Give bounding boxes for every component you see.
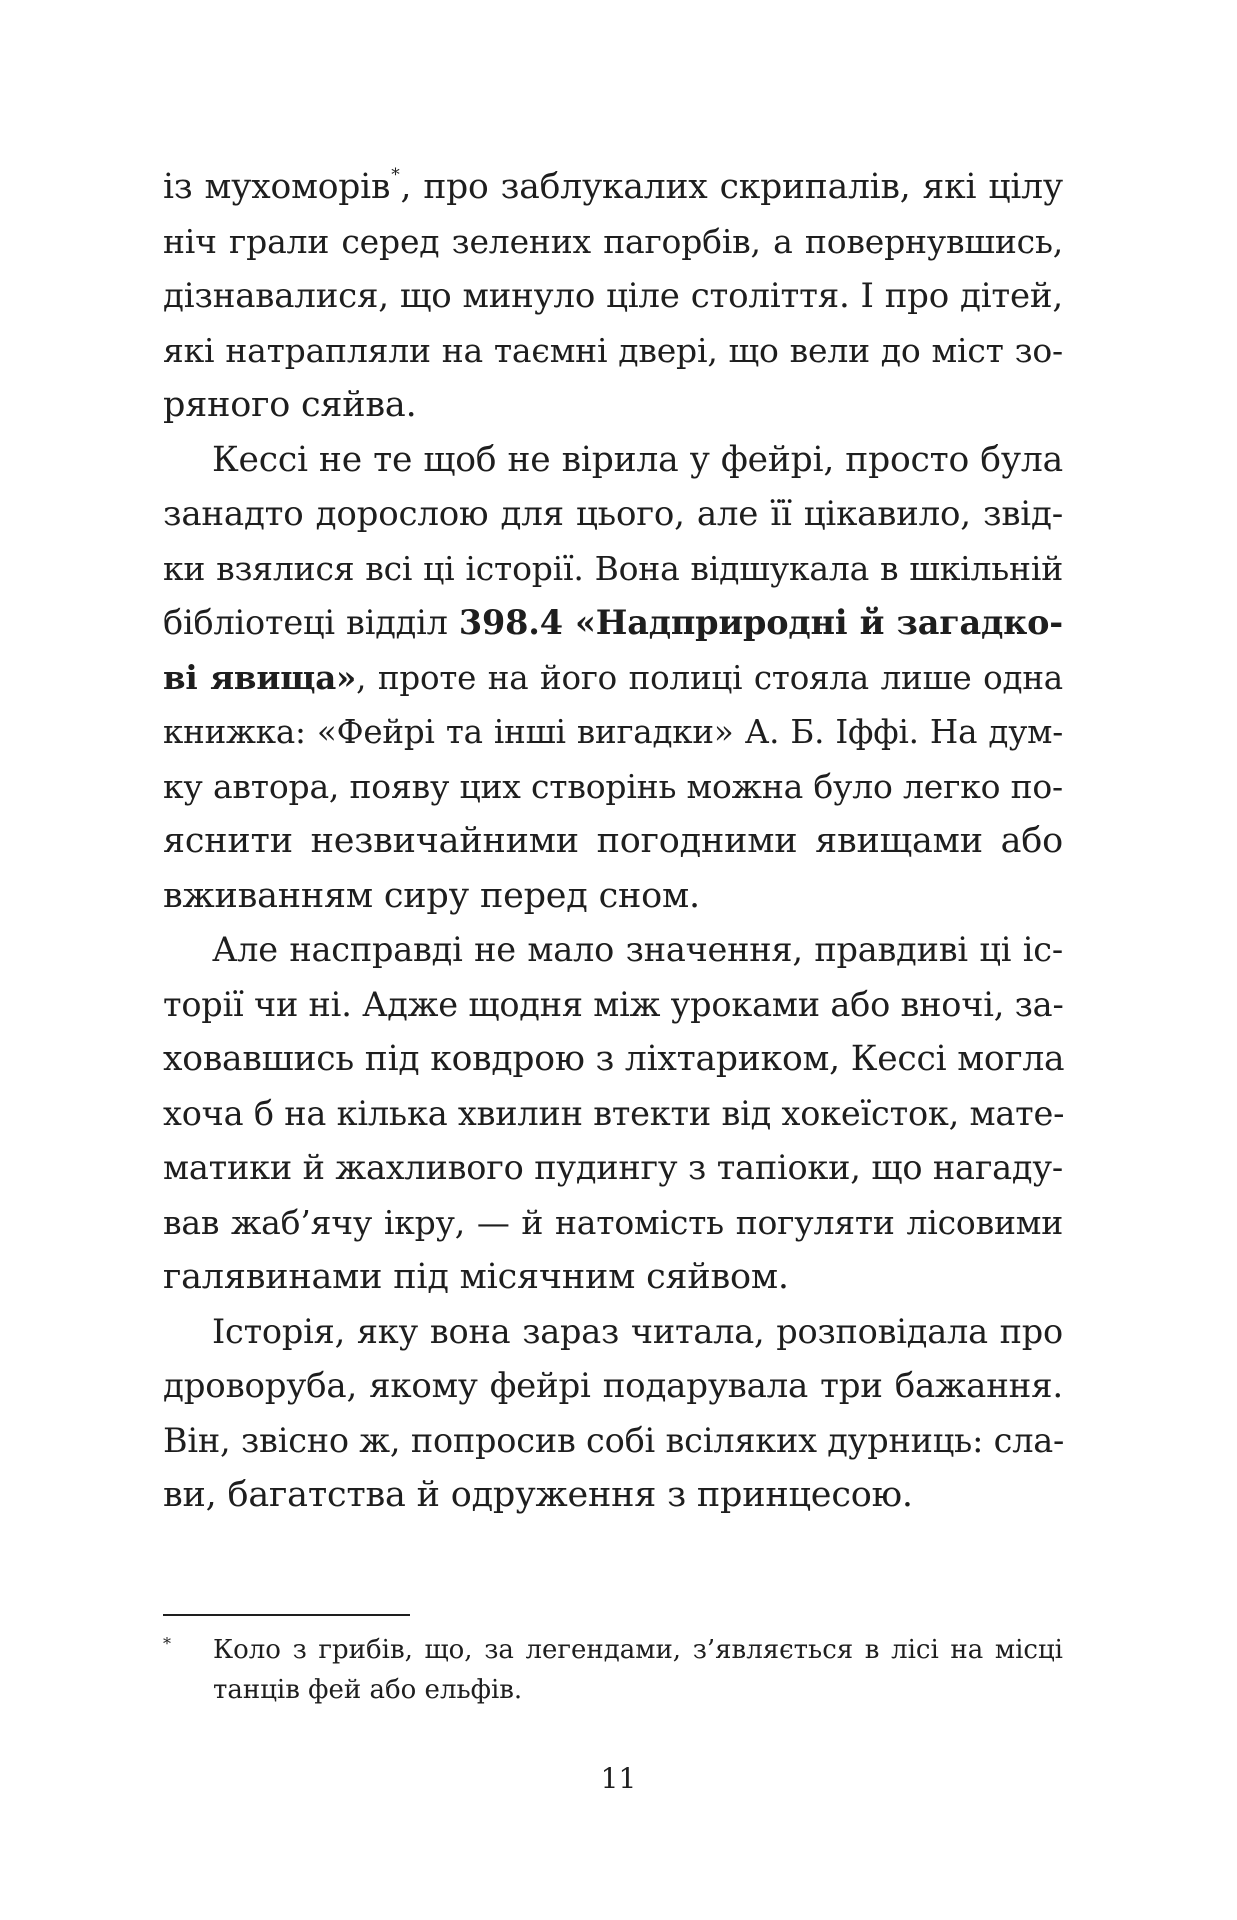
text-line: дізнавалися, що минуло ціле століття. І про дітей, <box>163 276 1063 316</box>
text-line: із мухоморів*, про заблукалих скрипалів, які цілу <box>163 165 1063 207</box>
text-line: які натрапляли на таємні двері, що вели до міст зо- <box>163 330 1063 370</box>
footnote-marker: * <box>163 1634 171 1653</box>
paragraph <box>163 1305 1063 1523</box>
text-line: ку автора, появу цих створінь можна було легко по- <box>163 766 1063 806</box>
text-line: книжка: «Фейрі та інші вигадки» А. Б. Іффі. На дум- <box>163 713 1063 751</box>
text-line: ки взялися всі ці історії. Вона відшукала в шкільній <box>163 548 1063 588</box>
text-line: Кессі не те щоб не вірила у фейрі, просто була <box>212 439 1063 480</box>
text-line: дроворуба, якому фейрі подарувала три бажання. <box>163 1366 1063 1406</box>
text-line: бібліотеці відділ 398.4 «Надприродні й загадко- <box>163 603 1064 642</box>
text-line: ви, багатства й одруження з принцесою. <box>163 1475 913 1515</box>
body-text <box>163 160 1063 1523</box>
text-line: занадто дорослою для цього, але її цікавило, звід- <box>163 494 1063 534</box>
footnote-reference[interactable]: * <box>391 165 400 185</box>
text-line: ховавшись під ковдрою з ліхтариком, Кессі могла <box>163 1039 1065 1079</box>
section-reference: 398.4 «Надприродні й загадко- <box>458 603 1064 642</box>
paragraph <box>163 433 1063 924</box>
footnote <box>163 1630 1063 1710</box>
text-line: торії чи ні. Адже щодня між уроками або вночі, за- <box>163 984 1064 1024</box>
paragraph <box>163 923 1063 1305</box>
text-line: ряного сяйва. <box>163 385 417 425</box>
paragraph <box>163 160 1063 433</box>
text-line: вав жаб’ячу ікру, — й натомість погуляти лісовими <box>163 1202 1063 1242</box>
page-number: 11 <box>600 1762 637 1795</box>
text-line: ві явища», проте на його полиці стояла лише одна <box>163 657 1063 697</box>
text-line: Але насправді не мало значення, правдиві ці іс- <box>212 930 1063 969</box>
section-reference-continued: ві явища» <box>163 657 357 697</box>
text-line: галявинами під місячним сяйвом. <box>163 1257 789 1297</box>
text-line: хоча б на кілька хвилин втекти від хокеїсток, мате- <box>163 1093 1065 1133</box>
footnote-line: Коло з грибів, що, за легендами, з’являється в лісі на місці <box>213 1635 1063 1665</box>
text-line: Історія, яку вона зараз читала, розповідала про <box>212 1311 1063 1351</box>
text-line: ніч грали серед зелених пагорбів, а повернувшись, <box>163 221 1063 261</box>
footnote-divider <box>163 1614 410 1616</box>
text-line: матики й жахливого пудингу з тапіоки, що нагаду- <box>163 1148 1063 1187</box>
footnote-line: танців фей або ельфів. <box>213 1675 523 1705</box>
text-line: вживанням сиру перед сном. <box>163 875 700 916</box>
text-line: Він, звісно ж, попросив собі всіляких дурниць: сла- <box>163 1420 1065 1460</box>
text-line: яснити незвичайними погодними явищами або <box>163 821 1063 861</box>
